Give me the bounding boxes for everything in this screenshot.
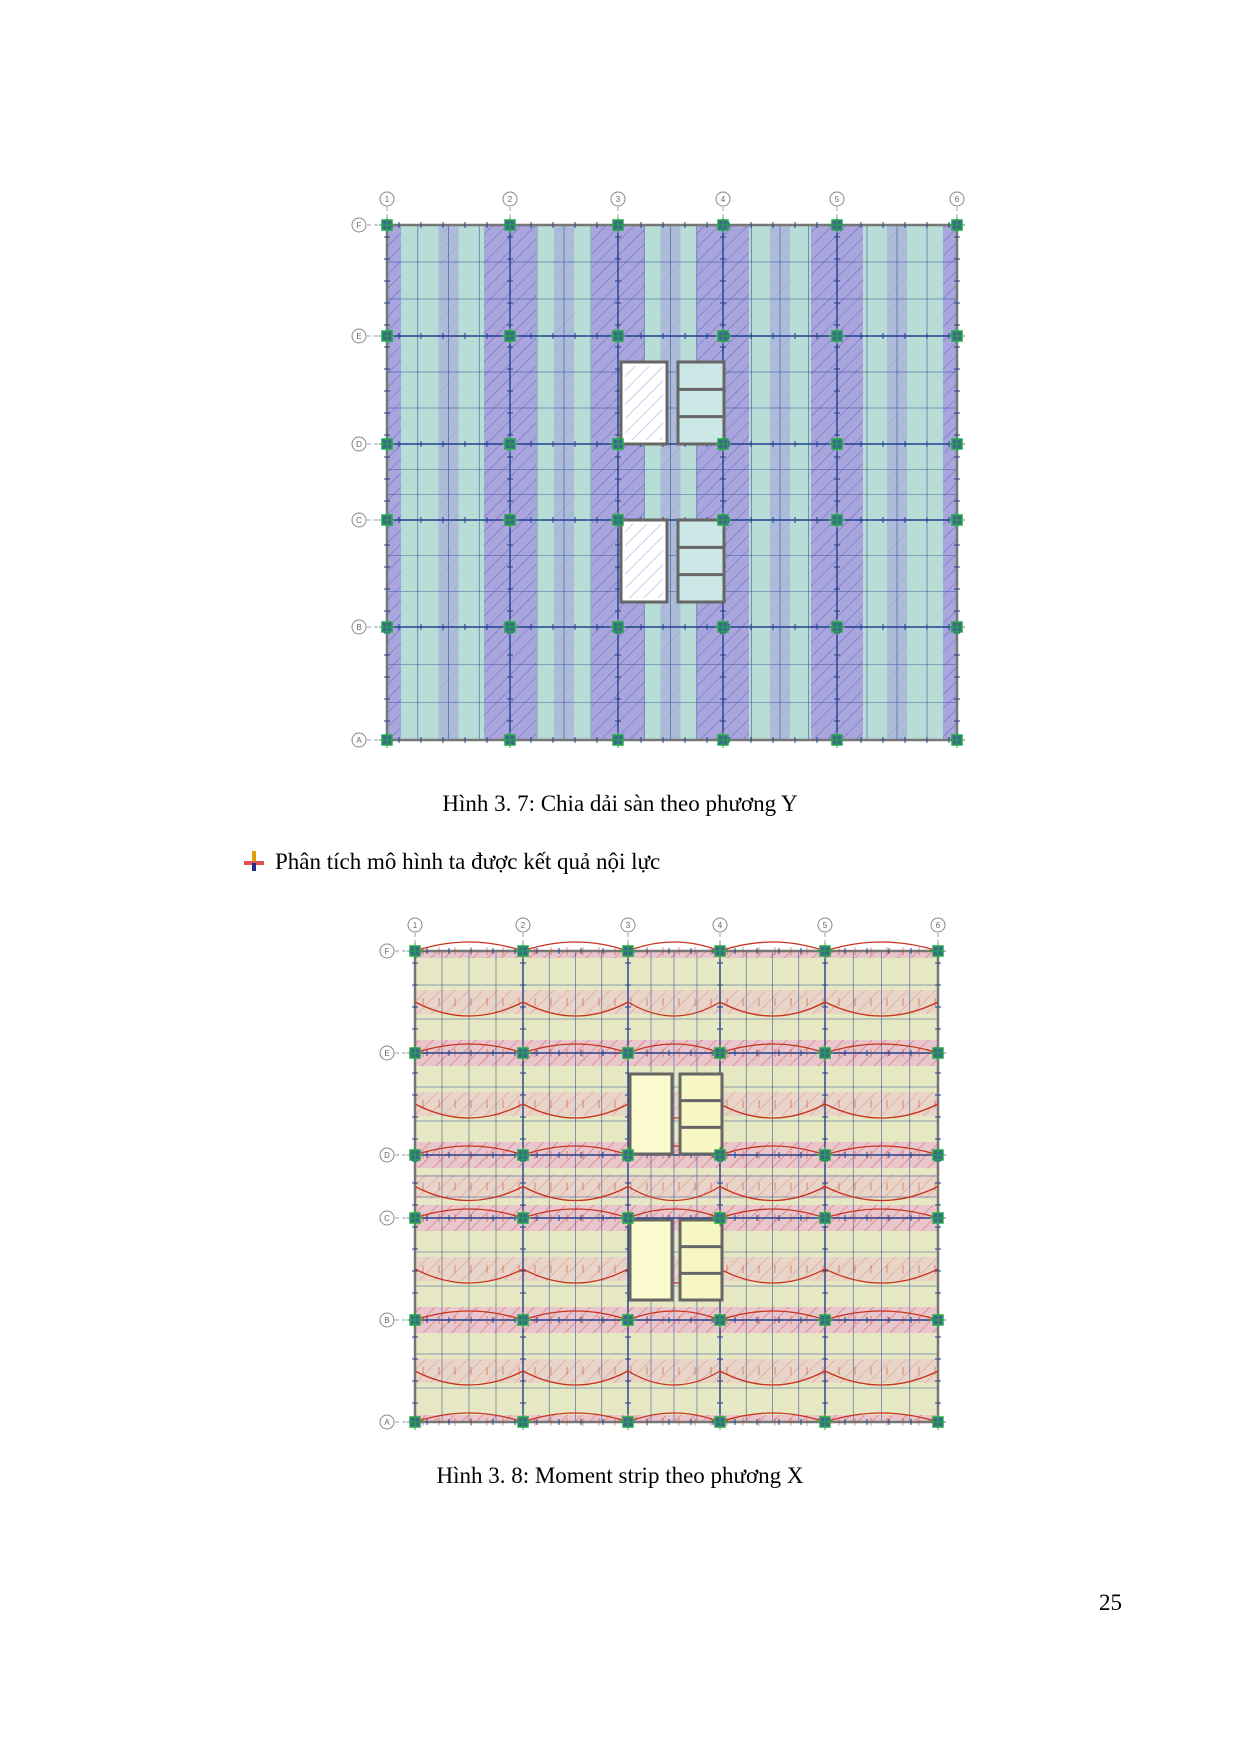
grid-bubble-label: 3 xyxy=(625,921,631,930)
column-strip-hatch xyxy=(943,225,957,740)
grid-bubble-label: 3 xyxy=(615,195,621,204)
core-opening xyxy=(680,1220,722,1300)
grid-bubble-label: 1 xyxy=(384,195,390,204)
grid-bubble-label: A xyxy=(384,1418,390,1427)
core-opening xyxy=(630,1220,672,1300)
middle-strip-hatch xyxy=(415,1092,938,1116)
middle-strip-hatch xyxy=(415,1257,938,1281)
floor-plan-y-strips xyxy=(340,180,980,750)
grid-bubble-label: 5 xyxy=(834,195,840,204)
bullet-paragraph xyxy=(243,848,660,876)
grid-bubble-label: C xyxy=(356,516,362,525)
grid-bubble-label: 2 xyxy=(520,921,526,930)
figure-caption-3-8: Hình 3. 8: Moment strip theo phương X xyxy=(436,1463,804,1488)
grid-bubble-label: 5 xyxy=(822,921,828,930)
grid-bubble-label: F xyxy=(356,221,362,230)
grid-bubble-label: D xyxy=(356,440,362,449)
grid-bubble-label: 2 xyxy=(507,195,513,204)
grid-bubble-label: 6 xyxy=(954,195,960,204)
core-hatch xyxy=(625,524,663,598)
grid-bubble-label: C xyxy=(384,1214,390,1223)
grid-bubble-label: E xyxy=(356,332,362,341)
bullet-text: Phân tích mô hình ta được kết quả nội lực xyxy=(275,849,661,874)
grid-bubble-label: 4 xyxy=(720,195,726,204)
core-opening xyxy=(678,362,724,444)
column-strip-hatch xyxy=(387,225,401,740)
core-hatch xyxy=(625,366,663,440)
middle-strip-hatch xyxy=(415,990,938,1014)
grid-bubble-label: B xyxy=(356,623,362,632)
core-opening xyxy=(680,1074,722,1154)
core-opening xyxy=(678,520,724,602)
floor-plan-x-moments xyxy=(370,905,960,1435)
grid-bubble-label: 1 xyxy=(412,921,418,930)
core-opening xyxy=(630,1074,672,1154)
pushpin-bullet-icon xyxy=(243,850,265,872)
grid-bubble-label: E xyxy=(384,1049,390,1058)
figure-slab-strips-y xyxy=(340,180,980,750)
middle-strip-hatch xyxy=(415,1359,938,1383)
grid-bubble-label: F xyxy=(384,947,390,956)
figure-moment-strip-x xyxy=(370,905,960,1435)
figure-caption-3-7: Hình 3. 7: Chia dải sàn theo phương Y xyxy=(442,791,798,816)
grid-bubble-label: B xyxy=(384,1316,390,1325)
grid-bubble-label: D xyxy=(384,1151,390,1160)
grid-bubble-label: 4 xyxy=(717,921,723,930)
grid-bubble-label: 6 xyxy=(935,921,941,930)
page-number: 25 xyxy=(1099,1590,1122,1615)
grid-bubble-label: A xyxy=(356,736,362,745)
middle-strip-hatch xyxy=(415,1175,938,1199)
